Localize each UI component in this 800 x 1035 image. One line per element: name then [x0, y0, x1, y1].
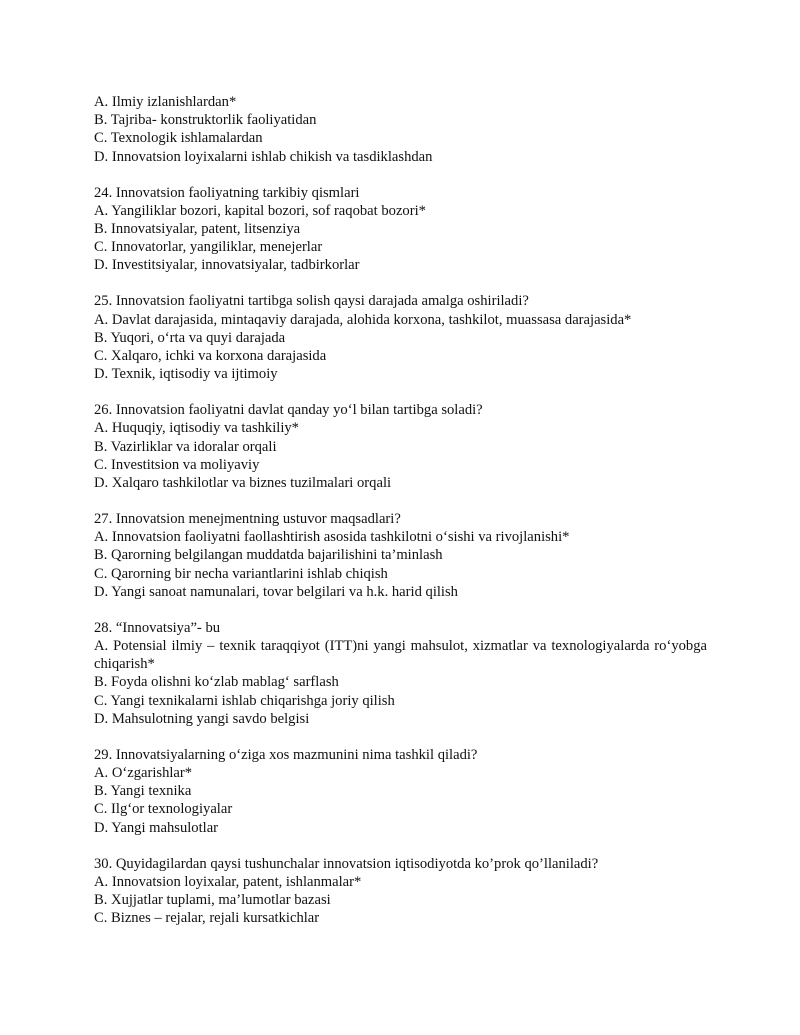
answer-option: B. Yuqori, o‘rta va quyi darajada	[94, 329, 286, 346]
answer-option: A. Potensial ilmiy – texnik taraqqiyot (ITT)ni yangi mahsulot, xizmatlar va texnologiyalarda ro‘yobga chiqarish*	[94, 638, 707, 673]
answer-option: C. Xalqaro, ichki va korxona darajasida	[94, 348, 327, 365]
answer-option: A. Davlat darajasida, mintaqaviy darajada, alohida korxona, tashkilot, muassasa darajasida*	[94, 311, 632, 328]
answer-option: C. Ilg‘or texnologiyalar	[94, 801, 233, 818]
question-23-tail	[94, 93, 707, 166]
answer-option: D. Mahsulotning yangi savdo belgisi	[94, 710, 310, 727]
answer-option: A. Huquqiy, iqtisodiy va tashkiliy*	[94, 420, 299, 437]
answer-option: C. Biznes – rejalar, rejali kursatkichlar	[94, 910, 320, 927]
question-30	[94, 855, 707, 928]
question-28	[94, 619, 707, 728]
question-text: 24. Innovatsion faoliyatning tarkibiy qismlari	[94, 184, 360, 201]
answer-option: D. Texnik, iqtisodiy va ijtimoiy	[94, 366, 278, 383]
answer-option: B. Vazirliklar va idoralar orqali	[94, 438, 277, 455]
answer-option: A. O‘zgarishlar*	[94, 765, 193, 782]
answer-option: B. Qarorning belgilangan muddatda bajarilishini ta’minlash	[94, 547, 443, 564]
question-text: 29. Innovatsiyalarning o‘ziga xos mazmunini nima tashkil qiladi?	[94, 746, 478, 763]
answer-option: D. Investitsiyalar, innovatsiyalar, tadbirkorlar	[94, 257, 360, 274]
question-29	[94, 746, 707, 837]
question-text: 30. Quyidagilardan qaysi tushunchalar innovatsion iqtisodiyotda ko’prok qo’llaniladi?	[94, 855, 599, 872]
question-text: 27. Innovatsion menejmentning ustuvor maqsadlari?	[94, 511, 401, 528]
answer-option: D. Xalqaro tashkilotlar va biznes tuzilmalari orqali	[94, 475, 392, 492]
answer-option: A. Innovatsion faoliyatni faollashtirish asosida tashkilotni o‘sishi va rivojlanishi*	[94, 529, 570, 546]
answer-option: B. Foyda olishni ko‘zlab mablag‘ sarflash	[94, 674, 339, 691]
answer-option: D. Innovatsion loyixalarni ishlab chikish va tasdiklashdan	[94, 148, 433, 165]
answer-option: C. Innovatorlar, yangiliklar, menejerlar	[94, 239, 323, 256]
answer-option: C. Yangi texnikalarni ishlab chiqarishga joriy qilish	[94, 692, 395, 709]
answer-option: A. Ilmiy izlanishlardan*	[94, 94, 237, 110]
question-24	[94, 184, 707, 275]
answer-option: D. Yangi mahsulotlar	[94, 819, 219, 836]
answer-option: B. Tajriba- konstruktorlik faoliyatidan	[94, 112, 317, 129]
question-27	[94, 510, 707, 601]
document-page	[94, 93, 707, 945]
question-26	[94, 401, 707, 492]
question-text: 25. Innovatsion faoliyatni tartibga solish qaysi darajada amalga oshiriladi?	[94, 293, 529, 310]
answer-option: D. Yangi sanoat namunalari, tovar belgilari va h.k. harid qilish	[94, 583, 458, 600]
answer-option: C. Texnologik ishlamalardan	[94, 130, 263, 147]
answer-option: C. Investitsion va moliyaviy	[94, 456, 260, 473]
answer-option: A. Innovatsion loyixalar, patent, ishlanmalar*	[94, 873, 362, 890]
answer-option: B. Yangi texnika	[94, 783, 192, 800]
answer-option: C. Qarorning bir necha variantlarini ishlab chiqish	[94, 565, 388, 582]
answer-option: A. Yangiliklar bozori, kapital bozori, sof raqobat bozori*	[94, 202, 426, 219]
answer-option: B. Innovatsiyalar, patent, litsenziya	[94, 221, 301, 238]
question-text: 26. Innovatsion faoliyatni davlat qanday yo‘l bilan tartibga soladi?	[94, 402, 483, 419]
answer-option: B. Xujjatlar tuplami, ma’lumotlar bazasi	[94, 892, 331, 909]
question-25	[94, 292, 707, 383]
question-text: 28. “Innovatsiya”- bu	[94, 619, 221, 636]
